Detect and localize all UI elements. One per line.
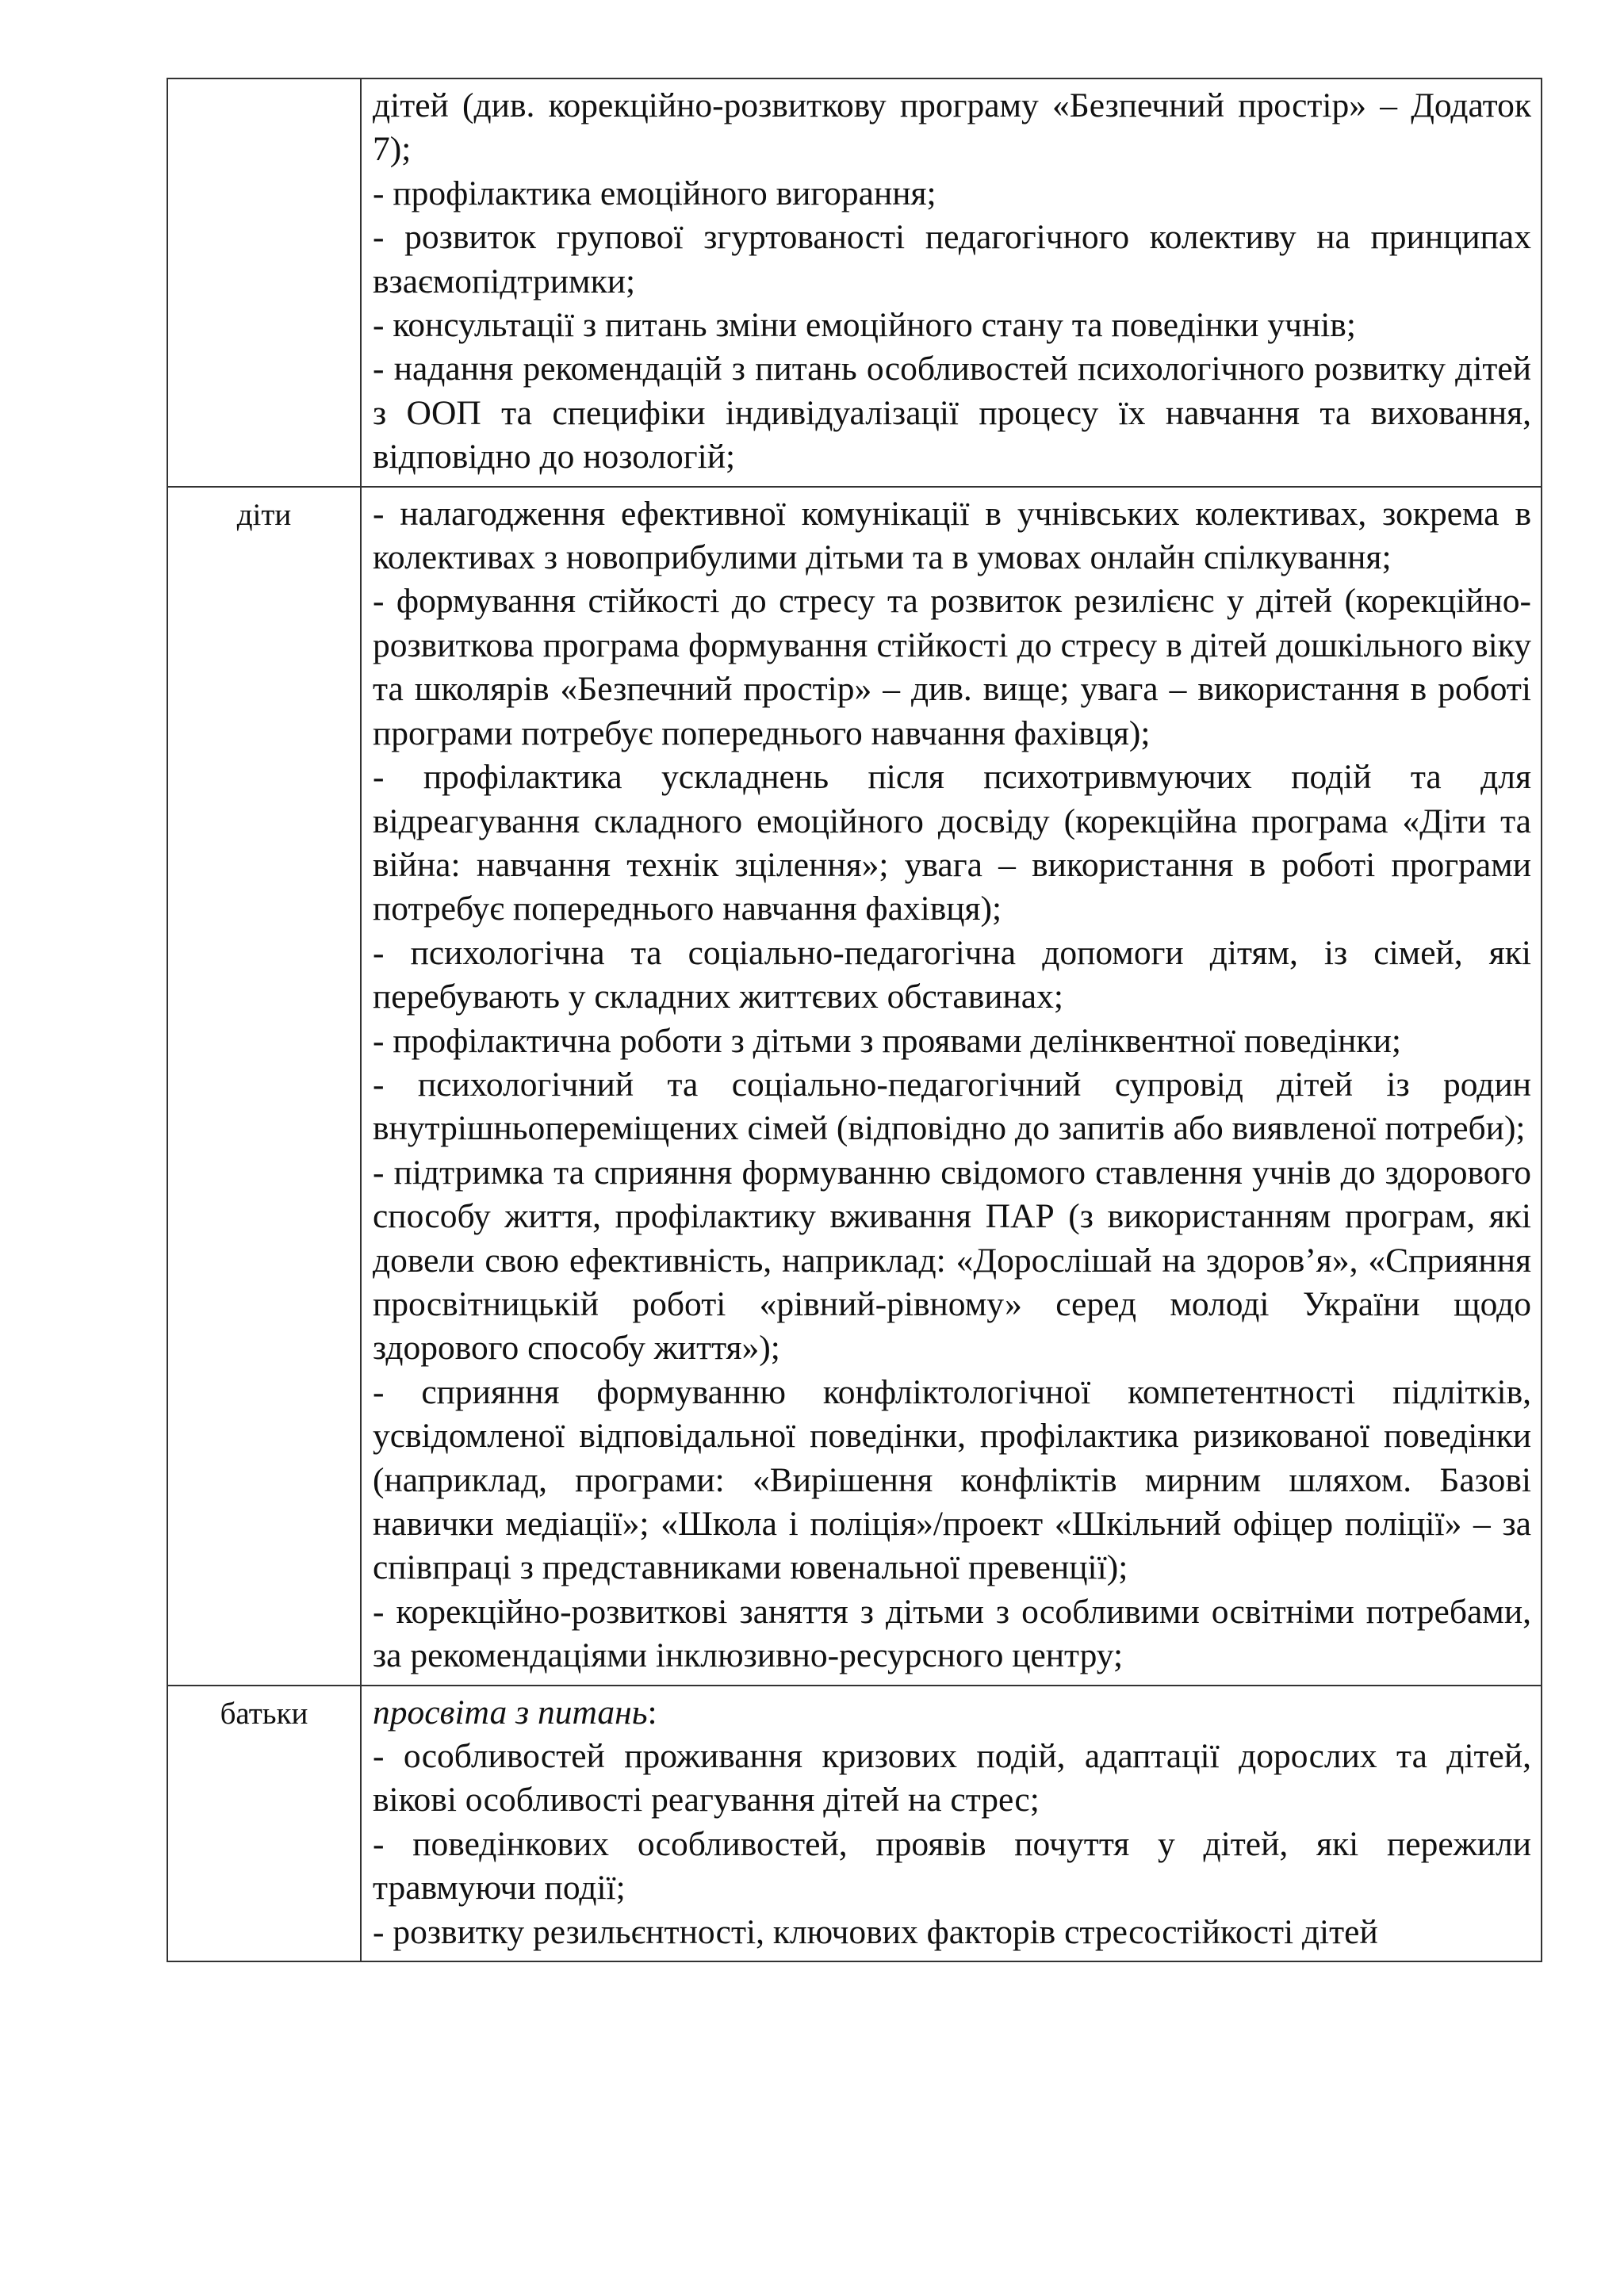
row-label-cell <box>167 487 361 1686</box>
row-label-cell <box>167 1686 361 1961</box>
list-item: дітей (див. корекційно-розвиткову програму «Безпечний простір» – Додаток 7); <box>373 86 1531 169</box>
table-row <box>167 1686 1542 1961</box>
list-item: - підтримка та сприяння формуванню свідомого ставлення учнів до здорового способу життя, профілактику вживання ПАР (з використанням програм, які довели свою ефективність, наприклад: «Дорослішай на здоров’я», «Сприяння просвітницькій роботі «рівний-рівному» серед молоді України щодо здорового способу життя»); <box>373 1153 1531 1368</box>
section-heading-tail: : <box>647 1693 657 1732</box>
list-item: - профілактична роботи з дітьми з проявами делінквентної поведінки; <box>373 1021 1401 1060</box>
document-table <box>167 78 1542 1962</box>
list-item: - сприяння формуванню конфліктологічної компетентності підлітків, усвідомленої відповідальної поведінки, профілактика ризикованої поведінки (наприклад, програми: «Вирішення конфліктів мирним шляхом. Базові навички медіації»; «Школа і поліція»/проект «Шкільний офіцер поліції» – за співпраці з представниками ювенальної превенції); <box>373 1372 1531 1587</box>
list-item: - профілактика емоційного вигорання; <box>373 174 936 212</box>
section-heading-italic: просвіта з питань <box>373 1693 648 1732</box>
list-item: - профілактика ускладнень після психотривмуючих подій та для відреагування складного емоційного досвіду (корекційна програма «Діти та війна: навчання технік зцілення»; увага – використання в роботі програми потребує попереднього навчання фахівця); <box>373 758 1531 928</box>
section-heading <box>373 1691 1531 1735</box>
table-row <box>167 487 1542 1686</box>
row-label: діти <box>236 497 292 532</box>
list-item: - психологічний та соціально-педагогічний супровід дітей із родин внутрішньопереміщених сімей (відповідно до запитів або виявленої потреби); <box>373 1065 1531 1148</box>
row-content-cell <box>361 78 1542 487</box>
list-item: - консультації з питань зміни емоційного стану та поведінки учнів; <box>373 306 1356 345</box>
table-row <box>167 78 1542 487</box>
row-label <box>168 79 360 84</box>
list-item: - розвитку резильєнтності, ключових факторів стресостійкості дітей <box>373 1912 1378 1951</box>
list-item: - формування стійкості до стресу та розвиток резилієнс у дітей (корекційно-розвиткова програма формування стійкості до стресу в дітей дошкільного віку та школярів «Безпечний простір» – див. вище; увага – використання в роботі програми потребує попереднього навчання фахівця); <box>373 582 1531 752</box>
list-item: - розвиток групової згуртованості педагогічного колективу на принципах взаємопідтримки; <box>373 218 1531 300</box>
list-item: - налагодження ефективної комунікації в учнівських колективах, зокрема в колективах з новоприбулими дітьми та в умовах онлайн спілкування; <box>373 494 1531 577</box>
list-item: - особливостей проживання кризових подій, адаптації дорослих та дітей, вікові особливості реагування дітей на стрес; <box>373 1737 1531 1820</box>
row-label-cell <box>167 78 361 487</box>
row-label: батьки <box>220 1696 308 1731</box>
list-item: - психологічна та соціально-педагогічна допомоги дітям, із сімей, які перебувають у складних життєвих обставинах; <box>373 933 1531 1016</box>
row-content-cell <box>361 487 1542 1686</box>
list-item: - поведінкових особливостей, проявів почуття у дітей, які пережили травмуючи події; <box>373 1824 1531 1908</box>
list-item: - корекційно-розвиткові заняття з дітьми з особливими освітніми потребами, за рекомендаціями інклюзивно-ресурсного центру; <box>373 1592 1531 1675</box>
row-content-cell <box>361 1686 1542 1961</box>
list-item: - надання рекомендацій з питань особливостей психологічного розвитку дітей з ООП та специфіки індивідуалізації процесу їх навчання та виховання, відповідно до нозологій; <box>373 350 1531 476</box>
